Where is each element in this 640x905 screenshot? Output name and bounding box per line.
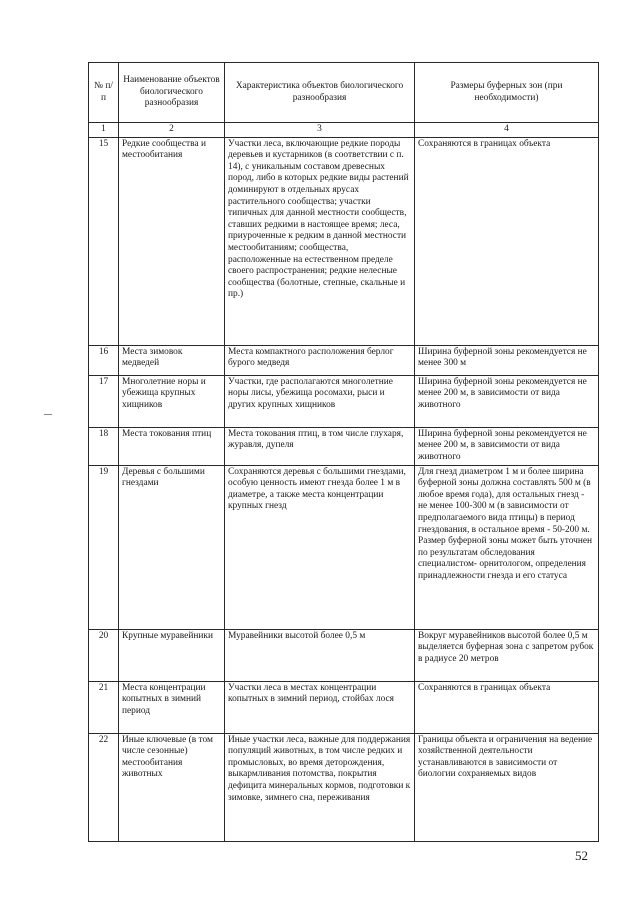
row-name: Места концентрации копытных в зимний период [119,681,225,733]
table-header-row [89,63,599,123]
row-number: 20 [89,629,119,681]
row-buffer: Ширина буферной зоны рекомендуется не менее 300 м [415,345,599,375]
row-number: 15 [89,137,119,345]
table-row [89,137,599,345]
header-description: Характеристика объектов биологического разнообразия [225,63,415,123]
row-name: Редкие сообщества и местообитания [119,137,225,345]
table-row [89,375,599,427]
row-buffer: Сохраняются в границах объекта [415,681,599,733]
header-buffer: Размеры буферных зон (при необходимости) [415,63,599,123]
row-description: Муравейники высотой более 0,5 м [225,629,415,681]
header-name: Наименование объектов биологического разнообразия [119,63,225,123]
row-buffer: Ширина буферной зоны рекомендуется не менее 200 м, в зависимости от вида животного [415,427,599,465]
row-number: 17 [89,375,119,427]
col-number: 3 [225,123,415,138]
table-row [89,629,599,681]
table-row [89,681,599,733]
table-row [89,345,599,375]
row-number: 19 [89,465,119,629]
col-number: 4 [415,123,599,138]
row-buffer: Для гнезд диаметром 1 м и более ширина буферной зоны должна составлять 500 м (в любое время года), для остальных гнезд - не менее 100-300 м (в зависимости от предполагаемого вида птицы) в период гнездования, в остальное время - 50-200 м. Размер буферной зоны может быть уточнен по результатам обследования специалистом- орнитологом, определения принадлежности гнезда и его статуса [415,465,599,629]
row-buffer: Границы объекта и ограничения на ведение хозяйственной деятельности устанавливаются в зависимости от биологии сохраняемых видов [415,733,599,841]
row-buffer: Вокруг муравейников высотой более 0,5 м выделяется буферная зона с запретом рубок в радиусе 20 метров [415,629,599,681]
column-numbers-row [89,123,599,138]
row-description: Места токования птиц, в том числе глухаря, журавля, дупеля [225,427,415,465]
row-name: Деревья с большими гнездами [119,465,225,629]
row-number: 18 [89,427,119,465]
row-buffer: Ширина буферной зоны рекомендуется не менее 200 м, в зависимости от вида животного [415,375,599,427]
buffer-zones-table [88,62,599,842]
row-number: 22 [89,733,119,841]
row-description: Участки леса в местах концентрации копытных в зимний период, стойбах лося [225,681,415,733]
table-row [89,427,599,465]
page-number: 52 [575,848,588,863]
row-name: Места зимовок медведей [119,345,225,375]
row-description: Места компактного расположения берлог бурого медведя [225,345,415,375]
row-description: Участки леса, включающие редкие породы деревьев и кустарников (в соответствии с п. 14), с уникальным составом древесных пород, либо в которых редкие виды растений доминируют в отдельных ярусах растительного сообщества; участки типичных для данной местности сообществ, ставших редкими в настоящее время; леса, приуроченные к редким в данной местности местообитаниям; сообщества, расположенные на естественном пределе своего распространения; редкие нелесные сообщества (болотные, степные, скальные и пр.) [225,137,415,345]
row-description: Сохраняются деревья с большими гнездами, особую ценность имеют гнезда более 1 м в диаметре, а также места концентрации крупных гнезд [225,465,415,629]
row-description: Иные участки леса, важные для поддержания популяций животных, в том числе редких и промысловых, во время деторождения, выкармливания потомства, покрытия дефицита минеральных кормов, подготовки к зимовке, зимнего сна, переживания [225,733,415,841]
header-num: № п/п [89,63,119,123]
scan-mark [44,414,52,415]
row-buffer: Сохраняются в границах объекта [415,137,599,345]
col-number: 1 [89,123,119,138]
col-number: 2 [119,123,225,138]
row-name: Крупные муравейники [119,629,225,681]
row-name: Иные ключевые (в том числе сезонные) местообитания животных [119,733,225,841]
row-number: 21 [89,681,119,733]
table-row [89,733,599,841]
row-name: Многолетние норы и убежища крупных хищников [119,375,225,427]
row-number: 16 [89,345,119,375]
table-row [89,465,599,629]
row-name: Места токования птиц [119,427,225,465]
row-description: Участки, где располагаются многолетние норы лисы, убежища росомахи, рыси и других крупных хищников [225,375,415,427]
